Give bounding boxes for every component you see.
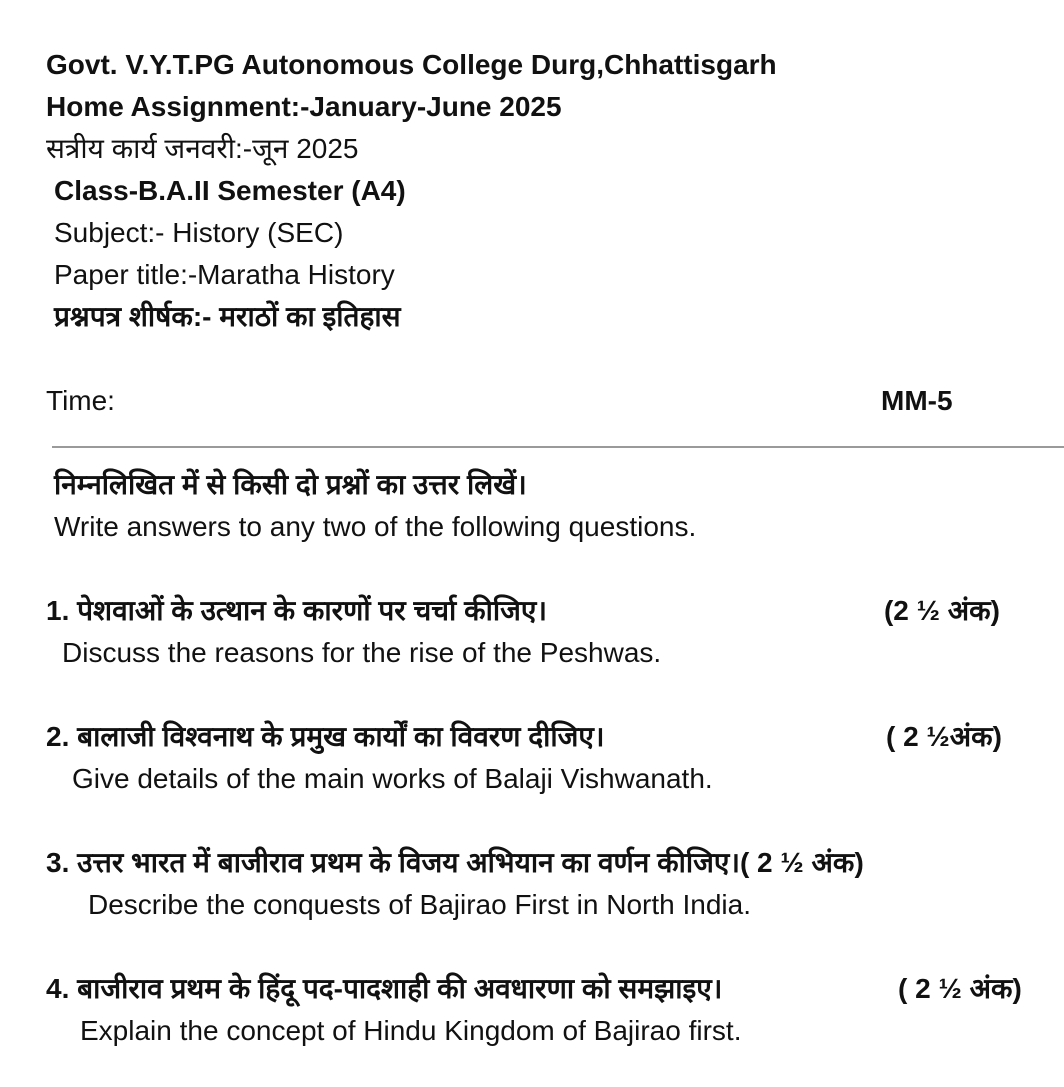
college-name: Govt. V.Y.T.PG Autonomous College Durg,Chhattisgarh <box>46 49 777 80</box>
question-4-hindi: 4. बाजीराव प्रथम के हिंदू पद-पादशाही की अवधारणा को समझाइए। <box>46 973 723 1004</box>
question-1-hindi: 1. पेशवाओं के उत्थान के कारणों पर चर्चा कीजिए। <box>46 595 547 626</box>
question-2-hindi: 2. बालाजी विश्वनाथ के प्रमुख कार्यों का विवरण दीजिए। <box>46 721 605 752</box>
question-3-hindi: 3. उत्तर भारत में बाजीराव प्रथम के विजय अभियान का वर्णन कीजिए।( 2 ½ अंक) <box>46 847 864 878</box>
question-2-english: Give details of the main works of Balaji Vishwanath. <box>72 763 713 794</box>
question-3-english: Describe the conquests of Bajirao First in North India. <box>88 889 751 920</box>
question-2-marks: ( 2 ½अंक) <box>885 721 1002 752</box>
paper-title-hindi: प्रश्नपत्र शीर्षक:- मराठों का इतिहास <box>54 301 401 332</box>
max-marks: MM-5 <box>881 385 953 416</box>
question-1-marks: (2 ½ अंक) <box>883 595 1000 626</box>
question-4-marks: ( 2 ½ अंक) <box>898 973 1022 1004</box>
question-1-english: Discuss the reasons for the rise of the Peshwas. <box>62 637 662 668</box>
subject-label: Subject:- History (SEC) <box>54 217 344 248</box>
instruction-hindi: निम्नलिखित में से किसी दो प्रश्नों का उत्तर लिखें। <box>54 469 527 500</box>
question-4-english: Explain the concept of Hindu Kingdom of Bajirao first. <box>80 1015 742 1046</box>
instruction-english: Write answers to any two of the following questions. <box>54 511 697 542</box>
class-label: Class-B.A.II Semester (A4) <box>54 175 406 206</box>
time-label: Time: <box>46 385 115 416</box>
assignment-title-hindi: सत्रीय कार्य जनवरी:-जून 2025 <box>46 133 359 164</box>
divider-line <box>52 446 1064 448</box>
paper-title: Paper title:-Maratha History <box>54 259 395 290</box>
assignment-title: Home Assignment:-January-June 2025 <box>46 91 562 122</box>
